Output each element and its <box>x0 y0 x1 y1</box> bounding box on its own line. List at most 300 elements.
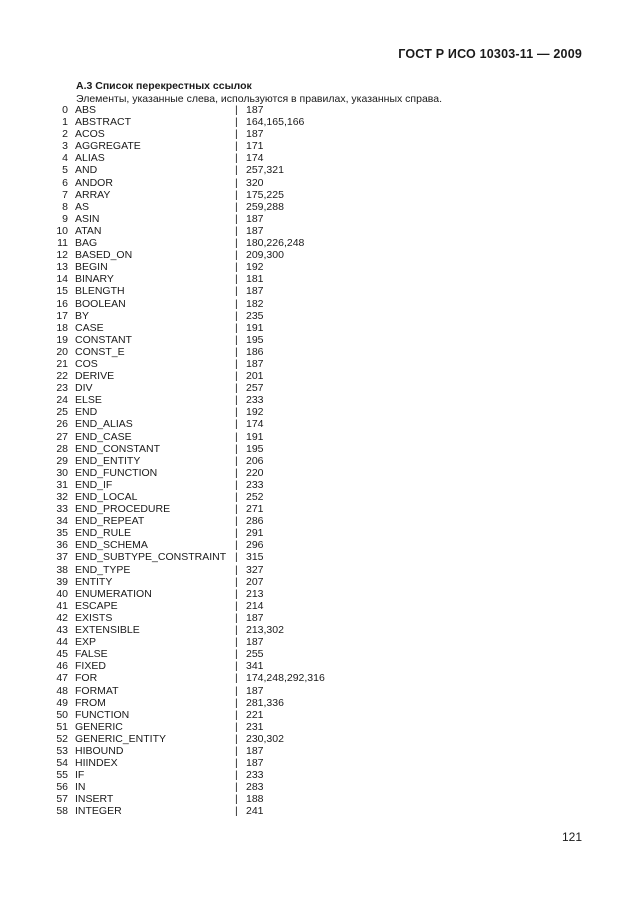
rule-references: 233 <box>246 478 264 491</box>
keyword: END_ENTITY <box>75 454 141 467</box>
separator: | <box>235 708 238 721</box>
separator: | <box>235 805 238 818</box>
separator: | <box>235 357 238 370</box>
keyword: HIBOUND <box>75 744 124 757</box>
rule-references: 171 <box>246 140 264 153</box>
list-item <box>0 346 630 358</box>
keyword: END_SCHEMA <box>75 539 148 552</box>
keyword: FOR <box>75 672 98 685</box>
row-number: 42 <box>56 611 68 624</box>
keyword: ACOS <box>75 128 105 141</box>
list-item <box>0 769 630 781</box>
list-item <box>0 382 630 394</box>
list-item <box>0 310 630 322</box>
list-item <box>0 370 630 382</box>
keyword: CASE <box>75 321 104 334</box>
list-item <box>0 104 630 116</box>
row-number: 56 <box>56 781 68 794</box>
rule-references: 175,225 <box>246 188 284 201</box>
rule-references: 192 <box>246 261 264 274</box>
separator: | <box>235 744 238 757</box>
keyword: COS <box>75 357 98 370</box>
keyword: IN <box>75 781 86 794</box>
list-item <box>0 249 630 261</box>
separator: | <box>235 563 238 576</box>
rule-references: 180,226,248 <box>246 237 305 250</box>
rule-references: 255 <box>246 648 264 661</box>
row-number: 48 <box>56 684 68 697</box>
separator: | <box>235 793 238 806</box>
page-number: 121 <box>561 830 582 844</box>
rule-references: 174,248,292,316 <box>246 672 325 685</box>
list-item <box>0 624 630 636</box>
row-number: 25 <box>56 406 68 419</box>
list-item <box>0 189 630 201</box>
list-item <box>0 564 630 576</box>
rule-references: 315 <box>246 551 264 564</box>
keyword: END_SUBTYPE_CONSTRAINT <box>75 551 227 564</box>
list-item <box>0 612 630 624</box>
list-item <box>0 600 630 612</box>
rule-references: 174 <box>246 418 264 431</box>
separator: | <box>235 370 238 383</box>
keyword: ABSTRACT <box>75 116 132 129</box>
list-item <box>0 322 630 334</box>
keyword: GENERIC_ENTITY <box>75 732 167 745</box>
separator: | <box>235 551 238 564</box>
keyword: END_RULE <box>75 527 132 540</box>
separator: | <box>235 212 238 225</box>
list-item <box>0 334 630 346</box>
row-number: 1 <box>62 116 68 129</box>
list-item <box>0 201 630 213</box>
separator: | <box>235 164 238 177</box>
keyword: BAG <box>75 237 98 250</box>
row-number: 34 <box>56 515 68 528</box>
list-item <box>0 479 630 491</box>
rule-references: 209,300 <box>246 249 284 262</box>
keyword: FUNCTION <box>75 708 130 721</box>
list-item <box>0 636 630 648</box>
row-number: 20 <box>56 345 68 358</box>
separator: | <box>235 720 238 733</box>
rule-references: 187 <box>246 636 264 649</box>
list-item <box>0 697 630 709</box>
separator: | <box>235 104 238 116</box>
list-item <box>0 648 630 660</box>
keyword: END_LOCAL <box>75 491 138 503</box>
rule-references: 214 <box>246 599 264 612</box>
row-number: 23 <box>56 382 68 395</box>
keyword: FIXED <box>75 660 106 673</box>
row-number: 14 <box>56 273 68 286</box>
keyword: END <box>75 406 98 419</box>
separator: | <box>235 684 238 697</box>
rule-references: 187 <box>246 357 264 370</box>
list-item <box>0 527 630 539</box>
row-number: 2 <box>62 128 68 141</box>
list-item <box>0 491 630 503</box>
rule-references: 174 <box>246 152 264 165</box>
separator: | <box>235 394 238 407</box>
row-number: 54 <box>56 757 68 770</box>
cross-reference-list <box>0 104 630 818</box>
keyword: FROM <box>75 696 106 709</box>
list-item <box>0 709 630 721</box>
row-number: 46 <box>56 660 68 673</box>
row-number: 10 <box>56 224 68 237</box>
separator: | <box>235 648 238 661</box>
row-number: 28 <box>56 442 68 455</box>
separator: | <box>235 624 238 637</box>
row-number: 50 <box>56 708 68 721</box>
separator: | <box>235 418 238 431</box>
separator: | <box>235 128 238 141</box>
separator: | <box>235 527 238 540</box>
keyword: END_ALIAS <box>75 418 133 431</box>
separator: | <box>235 636 238 649</box>
rule-references: 291 <box>246 527 264 540</box>
row-number: 17 <box>56 309 68 322</box>
row-number: 27 <box>56 430 68 443</box>
list-item <box>0 128 630 140</box>
keyword: ENUMERATION <box>75 587 152 600</box>
list-item <box>0 733 630 745</box>
row-number: 29 <box>56 454 68 467</box>
row-number: 7 <box>62 188 68 201</box>
row-number: 13 <box>56 261 68 274</box>
separator: | <box>235 406 238 419</box>
keyword: ARRAY <box>75 188 111 201</box>
list-item <box>0 551 630 563</box>
keyword: END_TYPE <box>75 563 131 576</box>
list-item <box>0 455 630 467</box>
row-number: 51 <box>56 720 68 733</box>
list-item <box>0 273 630 285</box>
keyword: ESCAPE <box>75 599 118 612</box>
separator: | <box>235 732 238 745</box>
section-description: Элементы, указанные слева, используются в правилах, указанных справа. <box>76 93 443 105</box>
rule-references: 206 <box>246 454 264 467</box>
separator: | <box>235 116 238 129</box>
rule-references: 327 <box>246 563 264 576</box>
separator: | <box>235 599 238 612</box>
list-item <box>0 213 630 225</box>
row-number: 22 <box>56 370 68 383</box>
list-item <box>0 805 630 817</box>
keyword: BOOLEAN <box>75 297 126 310</box>
keyword: ATAN <box>75 224 102 237</box>
row-number: 6 <box>62 176 68 189</box>
list-item <box>0 576 630 588</box>
row-number: 33 <box>56 503 68 516</box>
rule-references: 187 <box>246 611 264 624</box>
list-item <box>0 685 630 697</box>
keyword: CONSTANT <box>75 333 132 346</box>
separator: | <box>235 152 238 165</box>
list-item <box>0 660 630 672</box>
rule-references: 195 <box>246 442 264 455</box>
separator: | <box>235 611 238 624</box>
list-item <box>0 116 630 128</box>
list-item <box>0 406 630 418</box>
rule-references: 341 <box>246 660 264 673</box>
keyword: EXP <box>75 636 97 649</box>
row-number: 16 <box>56 297 68 310</box>
separator: | <box>235 430 238 443</box>
separator: | <box>235 200 238 213</box>
separator: | <box>235 273 238 286</box>
list-item <box>0 140 630 152</box>
separator: | <box>235 757 238 770</box>
row-number: 40 <box>56 587 68 600</box>
separator: | <box>235 781 238 794</box>
separator: | <box>235 249 238 262</box>
separator: | <box>235 333 238 346</box>
rule-references: 192 <box>246 406 264 419</box>
rule-references: 207 <box>246 575 264 588</box>
rule-references: 187 <box>246 128 264 141</box>
section-title: А.3 Список перекрестных ссылок <box>76 80 252 92</box>
page-header: ГОСТ Р ИСО 10303-11 — 2009 <box>398 47 582 61</box>
rule-references: 252 <box>246 491 264 503</box>
rule-references: 187 <box>246 684 264 697</box>
separator: | <box>235 321 238 334</box>
list-item <box>0 588 630 600</box>
row-number: 47 <box>56 672 68 685</box>
keyword: DERIVE <box>75 370 115 383</box>
separator: | <box>235 478 238 491</box>
rule-references: 320 <box>246 176 264 189</box>
row-number: 18 <box>56 321 68 334</box>
rule-references: 283 <box>246 781 264 794</box>
rule-references: 187 <box>246 757 264 770</box>
separator: | <box>235 454 238 467</box>
keyword: HIINDEX <box>75 757 118 770</box>
rule-references: 186 <box>246 345 264 358</box>
keyword: ALIAS <box>75 152 105 165</box>
row-number: 53 <box>56 744 68 757</box>
keyword: END_CASE <box>75 430 132 443</box>
rule-references: 187 <box>246 212 264 225</box>
rule-references: 231 <box>246 720 264 733</box>
list-item <box>0 394 630 406</box>
row-number: 45 <box>56 648 68 661</box>
rule-references: 164,165,166 <box>246 116 305 129</box>
separator: | <box>235 188 238 201</box>
list-item <box>0 298 630 310</box>
keyword: AS <box>75 200 90 213</box>
separator: | <box>235 285 238 298</box>
rule-references: 213 <box>246 587 264 600</box>
list-item <box>0 745 630 757</box>
keyword: FORMAT <box>75 684 119 697</box>
keyword: AND <box>75 164 98 177</box>
list-item <box>0 177 630 189</box>
rule-references: 221 <box>246 708 264 721</box>
list-item <box>0 721 630 733</box>
row-number: 12 <box>56 249 68 262</box>
row-number: 3 <box>62 140 68 153</box>
list-item <box>0 418 630 430</box>
rule-references: 235 <box>246 309 264 322</box>
list-item <box>0 261 630 273</box>
keyword: CONST_E <box>75 345 125 358</box>
row-number: 9 <box>62 212 68 225</box>
rule-references: 296 <box>246 539 264 552</box>
separator: | <box>235 261 238 274</box>
separator: | <box>235 224 238 237</box>
keyword: EXISTS <box>75 611 113 624</box>
list-item <box>0 164 630 176</box>
row-number: 49 <box>56 696 68 709</box>
rule-references: 213,302 <box>246 624 284 637</box>
rule-references: 181 <box>246 273 264 286</box>
rule-references: 191 <box>246 321 264 334</box>
keyword: ASIN <box>75 212 100 225</box>
rule-references: 281,336 <box>246 696 284 709</box>
row-number: 44 <box>56 636 68 649</box>
keyword: ENTITY <box>75 575 113 588</box>
list-item <box>0 358 630 370</box>
list-item <box>0 539 630 551</box>
row-number: 5 <box>62 164 68 177</box>
separator: | <box>235 176 238 189</box>
rule-references: 271 <box>246 503 264 516</box>
rule-references: 257,321 <box>246 164 284 177</box>
list-item <box>0 757 630 769</box>
list-item <box>0 225 630 237</box>
keyword: BASED_ON <box>75 249 133 262</box>
row-number: 31 <box>56 478 68 491</box>
keyword: INTEGER <box>75 805 122 818</box>
keyword: DIV <box>75 382 93 395</box>
separator: | <box>235 466 238 479</box>
row-number: 43 <box>56 624 68 637</box>
row-number: 21 <box>56 357 68 370</box>
separator: | <box>235 345 238 358</box>
keyword: BY <box>75 309 90 322</box>
separator: | <box>235 769 238 782</box>
row-number: 26 <box>56 418 68 431</box>
separator: | <box>235 575 238 588</box>
keyword: END_PROCEDURE <box>75 503 171 516</box>
list-item <box>0 793 630 805</box>
keyword: END_REPEAT <box>75 515 145 528</box>
row-number: 15 <box>56 285 68 298</box>
list-item <box>0 443 630 455</box>
keyword: ELSE <box>75 394 102 407</box>
rule-references: 201 <box>246 370 264 383</box>
list-item <box>0 781 630 793</box>
rule-references: 188 <box>246 793 264 806</box>
separator: | <box>235 382 238 395</box>
rule-references: 187 <box>246 224 264 237</box>
row-number: 39 <box>56 575 68 588</box>
list-item <box>0 237 630 249</box>
rule-references: 233 <box>246 769 264 782</box>
row-number: 41 <box>56 599 68 612</box>
row-number: 8 <box>62 200 68 213</box>
keyword: BINARY <box>75 273 114 286</box>
row-number: 55 <box>56 769 68 782</box>
keyword: AGGREGATE <box>75 140 141 153</box>
separator: | <box>235 442 238 455</box>
keyword: ANDOR <box>75 176 113 189</box>
keyword: FALSE <box>75 648 108 661</box>
separator: | <box>235 539 238 552</box>
list-item <box>0 431 630 443</box>
list-item <box>0 152 630 164</box>
rule-references: 187 <box>246 104 264 116</box>
row-number: 37 <box>56 551 68 564</box>
keyword: GENERIC <box>75 720 123 733</box>
row-number: 32 <box>56 491 68 503</box>
row-number: 30 <box>56 466 68 479</box>
separator: | <box>235 503 238 516</box>
row-number: 38 <box>56 563 68 576</box>
keyword: END_IF <box>75 478 113 491</box>
keyword: ABS <box>75 104 97 116</box>
list-item <box>0 672 630 684</box>
separator: | <box>235 309 238 322</box>
row-number: 24 <box>56 394 68 407</box>
rule-references: 259,288 <box>246 200 284 213</box>
keyword: END_CONSTANT <box>75 442 160 455</box>
separator: | <box>235 672 238 685</box>
row-number: 35 <box>56 527 68 540</box>
list-item <box>0 467 630 479</box>
separator: | <box>235 237 238 250</box>
rule-references: 257 <box>246 382 264 395</box>
rule-references: 233 <box>246 394 264 407</box>
keyword: BLENGTH <box>75 285 125 298</box>
rule-references: 191 <box>246 430 264 443</box>
rule-references: 195 <box>246 333 264 346</box>
keyword: IF <box>75 769 85 782</box>
keyword: EXTENSIBLE <box>75 624 140 637</box>
list-item <box>0 515 630 527</box>
row-number: 52 <box>56 732 68 745</box>
rule-references: 241 <box>246 805 264 818</box>
separator: | <box>235 297 238 310</box>
separator: | <box>235 696 238 709</box>
separator: | <box>235 587 238 600</box>
row-number: 36 <box>56 539 68 552</box>
row-number: 19 <box>56 333 68 346</box>
row-number: 58 <box>56 805 68 818</box>
rule-references: 187 <box>246 744 264 757</box>
separator: | <box>235 140 238 153</box>
rule-references: 182 <box>246 297 264 310</box>
separator: | <box>235 515 238 528</box>
row-number: 57 <box>56 793 68 806</box>
separator: | <box>235 491 238 503</box>
rule-references: 286 <box>246 515 264 528</box>
row-number: 0 <box>62 104 68 116</box>
rule-references: 187 <box>246 285 264 298</box>
separator: | <box>235 660 238 673</box>
row-number: 4 <box>62 152 68 165</box>
list-item <box>0 503 630 515</box>
row-number: 11 <box>57 237 68 250</box>
rule-references: 220 <box>246 466 264 479</box>
keyword: BEGIN <box>75 261 108 274</box>
list-item <box>0 285 630 297</box>
keyword: INSERT <box>75 793 114 806</box>
rule-references: 230,302 <box>246 732 284 745</box>
keyword: END_FUNCTION <box>75 466 158 479</box>
